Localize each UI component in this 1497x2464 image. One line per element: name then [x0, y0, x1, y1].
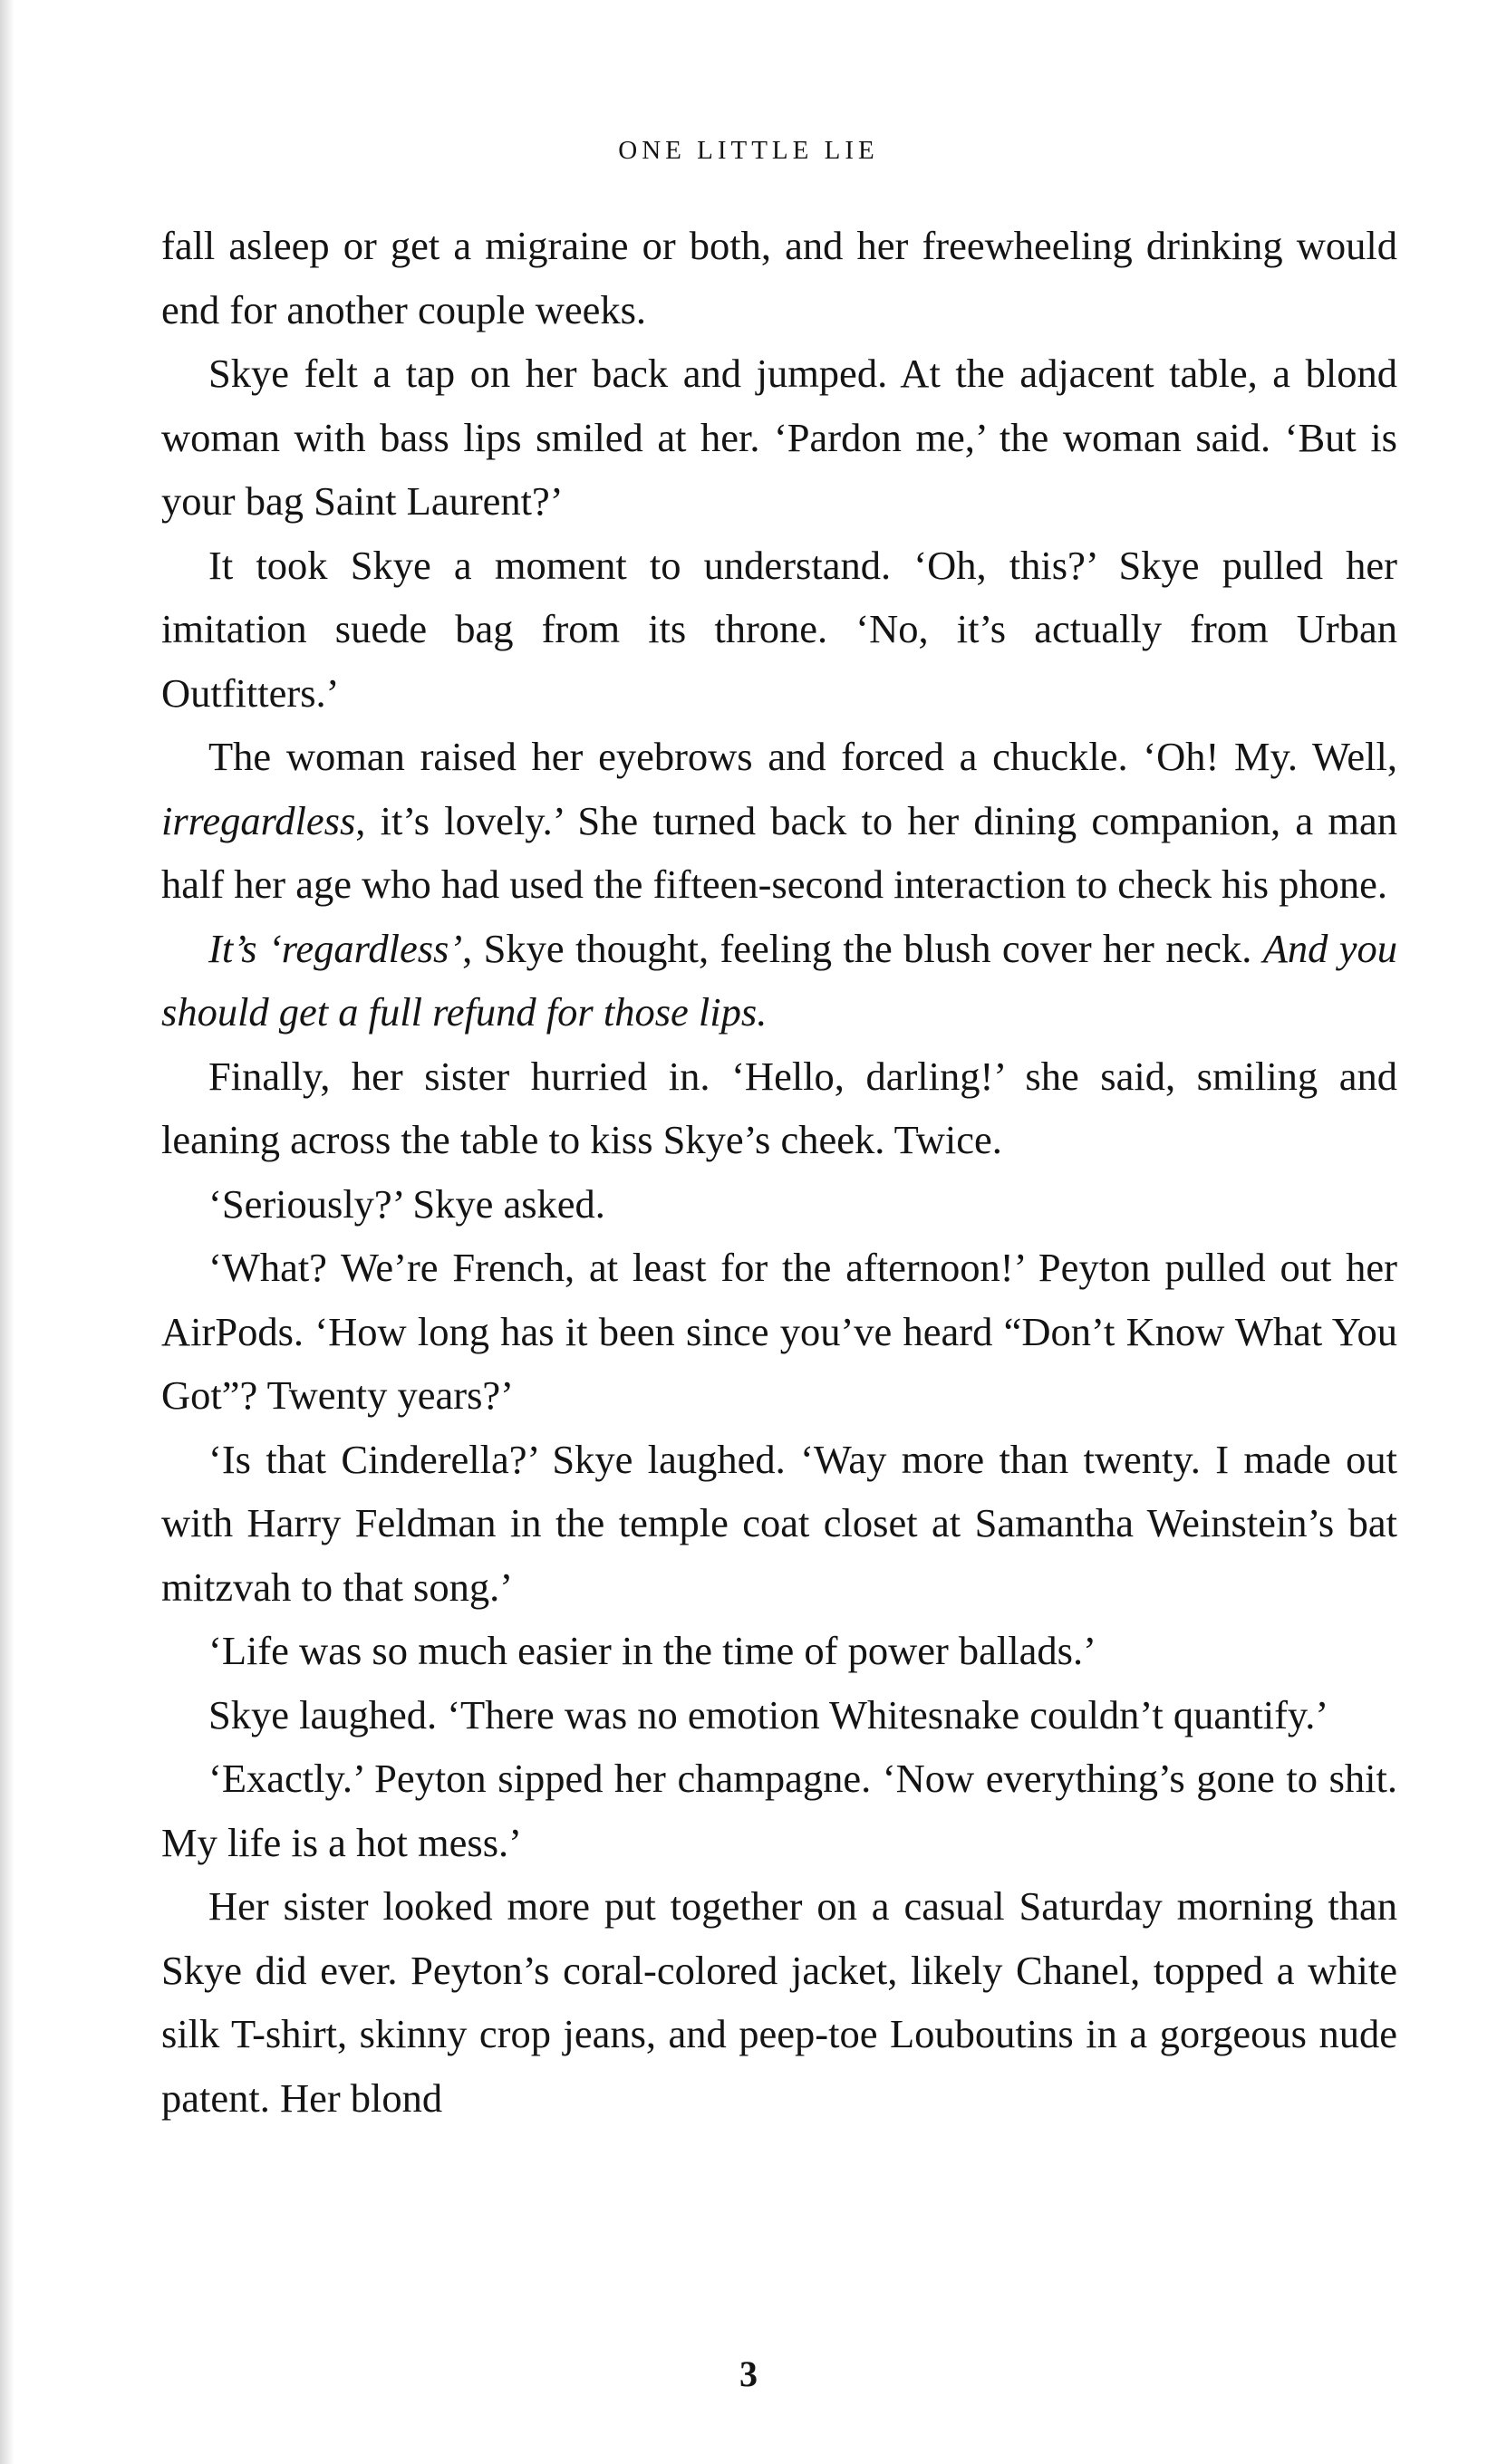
- paragraph: [161, 725, 1397, 917]
- paragraph: [161, 1044, 1397, 1172]
- text-run: ‘Is that Cinderella?’ Skye laughed. ‘Way more than twenty. I made out with Harry Feldman in the temple coat closet at Samantha Weinstein’s bat mitzvah to that song.’: [161, 1436, 1397, 1610]
- text-run: fall asleep or get a migraine or both, and her freewheeling drinking would end for another couple weeks.: [161, 223, 1397, 332]
- text-run: , it’s lovely.’ She turned back to her dining companion, a man half her age who had used the fifteen-second interaction to check his phone.: [161, 797, 1397, 907]
- italic-text: And you should get a full refund for those lips.: [161, 925, 1398, 1035]
- text-run: Skye laughed. ‘There was no emotion Whitesnake couldn’t quantify.’: [208, 1691, 1329, 1737]
- text-run: ‘What? We’re French, at least for the afternoon!’ Peyton pulled out her AirPods. ‘How long has it been since you’ve heard “Don’t Know What You Got”? Twenty years?’: [161, 1245, 1397, 1418]
- paragraph: [161, 917, 1397, 1044]
- paragraph: [161, 1236, 1397, 1428]
- paragraph: [161, 1172, 1397, 1237]
- text-run: It took Skye a moment to understand. ‘Oh, this?’ Skye pulled her imitation suede bag from its throne. ‘No, it’s actually from Urban Outfitters.’: [161, 542, 1397, 716]
- body-text: [161, 214, 1397, 2130]
- paragraph: [161, 1747, 1397, 1874]
- running-head: ONE LITTLE LIE: [618, 136, 879, 165]
- paragraph: [161, 1874, 1397, 2130]
- text-run: Her sister looked more put together on a casual Saturday morning than Skye did ever. Peyton’s coral-colored jacket, likely Chanel, topped a white silk T-shirt, skinny crop jeans, and peep-toe Louboutins in a gorgeous nude patent. Her blond: [161, 1883, 1397, 2121]
- paragraph: [161, 342, 1397, 534]
- text-run: Finally, her sister hurried in. ‘Hello, darling!’ she said, smiling and leaning across the table to kiss Skye’s cheek. Twice.: [161, 1053, 1397, 1162]
- paragraph: [161, 1683, 1397, 1747]
- italic-text: It’s ‘regardless’: [208, 925, 463, 971]
- paragraph: [161, 534, 1397, 726]
- paragraph: [161, 1428, 1397, 1620]
- italic-text: irregardless: [161, 797, 356, 843]
- paragraph: [161, 1619, 1397, 1683]
- text-run: ‘Life was so much easier in the time of power ballads.’: [208, 1628, 1096, 1673]
- text-run: ‘Exactly.’ Peyton sipped her champagne. ‘Now everything’s gone to shit. My life is a hot mess.’: [161, 1756, 1397, 1865]
- text-run: The woman raised her eyebrows and forced a chuckle. ‘Oh! My. Well,: [208, 734, 1397, 779]
- paragraph: [161, 214, 1397, 342]
- text-run: , Skye thought, feeling the blush cover her neck.: [462, 925, 1263, 971]
- page-edge-shadow: [0, 0, 14, 2464]
- page-number: 3: [739, 2353, 758, 2394]
- text-run: ‘Seriously?’ Skye asked.: [208, 1180, 605, 1227]
- text-run: Skye felt a tap on her back and jumped. At the adjacent table, a blond woman with bass lips smiled at her. ‘Pardon me,’ the woman said. ‘But is your bag Saint Laurent?’: [161, 351, 1397, 524]
